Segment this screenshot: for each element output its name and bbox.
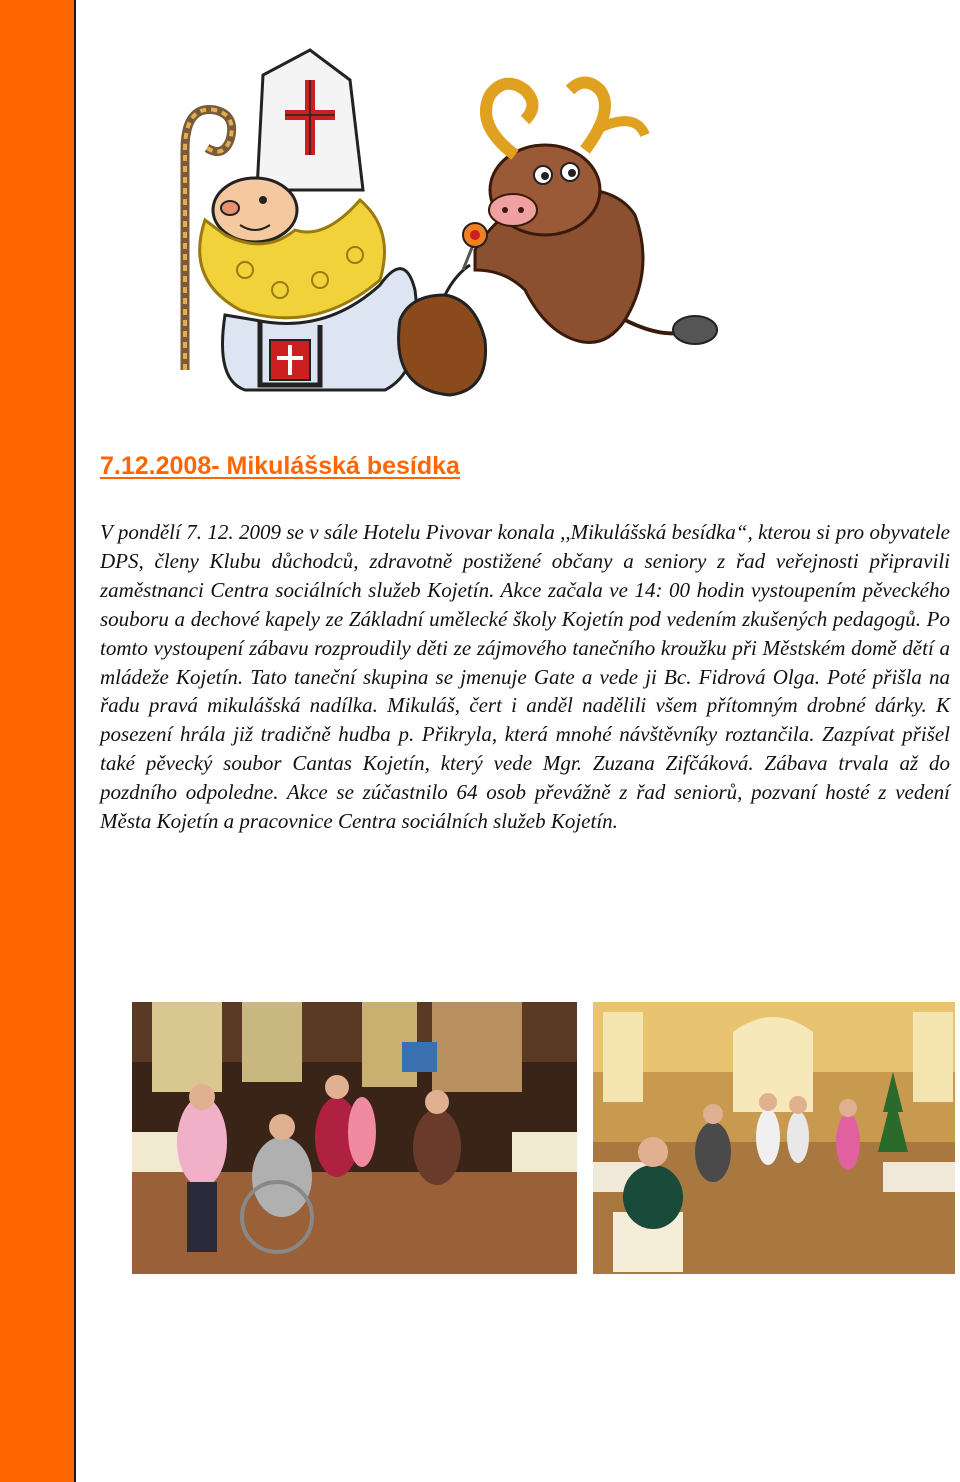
party-hall-photo bbox=[593, 1002, 955, 1274]
page-title: 7.12.2008- Mikulášská besídka bbox=[100, 452, 460, 480]
dancing-seniors-photo bbox=[132, 1002, 577, 1274]
orange-side-bar bbox=[0, 0, 76, 1482]
article-text: V pondělí 7. 12. 2009 se v sále Hotelu Pivovar konala ,,Mikulášská besídka“, kterou si pro obyvatele DPS, členy Klubu důchodců, zdravotně postižené občany a seniory z řad veřejnosti připravili zaměstnanci Centra sociálních služeb Kojetín. Akce začala ve 14: 00 hodin vystoupením pěveckého souboru a dechové kapely ze Základní umělecké školy Kojetín pod vedením zkušených pedagogů. Po tomto vystoupení zábavu rozproudily děti ze zájmového tanečního kroužku při Městském domě dětí a mládeže Kojetín. Tato taneční skupina se jmenuje Gate a vede ji Bc. Fidrová Olga. Poté přišla na řadu pravá mikulášská nadílka. Mikuláš, čert i anděl nadělili všem přítomným drobné dárky. K posezení hrála již tradičně hudba p. Přikryla, která mnohé návštěvníky roztančila. Zazpívat přišel také pěvecký soubor Cantas Kojetín, který vede Mgr. Zuzana Zifčáková. Zábava trvala až do pozdního odpoledne. Akce se zúčastnilo 64 osob převážně z řad seniorů, pozvaní hosté z vedení Města Kojetín a pracovnice Centra sociálních služeb Kojetín. bbox=[100, 520, 950, 834]
mikulas-and-devil-illustration bbox=[145, 40, 735, 400]
